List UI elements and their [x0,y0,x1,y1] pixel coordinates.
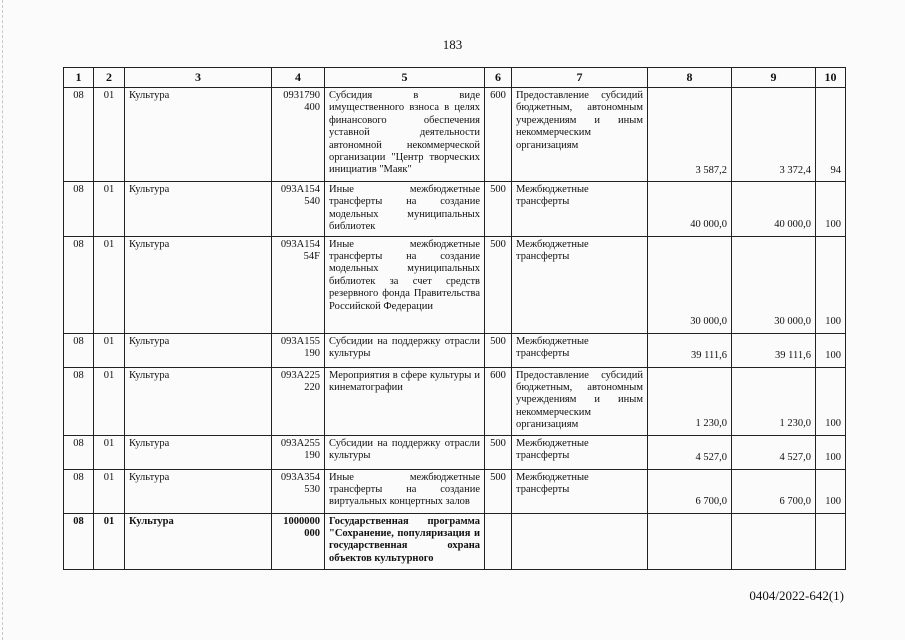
planned-amount-cell: 40 000,0 [648,182,732,237]
header-cell: 10 [816,68,846,88]
budget-table [63,67,846,570]
target-article-cell: 093A354 530 [272,469,325,513]
page-number: 183 [442,37,463,52]
expense-name-cell [512,513,648,569]
table-row [64,513,846,569]
target-article-cell: 0931790 400 [272,88,325,182]
table-row [64,367,846,435]
article-name-cell: Субсидия в виде имущественного взноса в целях финансового обеспечения уставной деятельности автономной некоммерческой организации "Центр творческих инициатив "Маяк" [325,88,485,182]
subsection-code-cell: 01 [94,435,125,469]
executed-amount-cell: 4 527,0 [732,435,816,469]
subsection-code-cell: 01 [94,182,125,237]
target-article-cell: 093A225 220 [272,367,325,435]
planned-amount-cell: 39 111,6 [648,333,732,367]
subsection-code-cell: 01 [94,236,125,333]
section-code-cell: 08 [64,182,94,237]
table-body [64,88,846,570]
expense-name-cell: Межбюджетные трансферты [512,435,648,469]
article-name-cell: Субсидии на поддержку отрасли культуры [325,435,485,469]
section-code-cell: 08 [64,236,94,333]
percent-cell: 100 [816,236,846,333]
subsection-code-cell: 01 [94,513,125,569]
section-name-cell: Культура [125,367,272,435]
header-cell: 2 [94,68,125,88]
section-code-cell: 08 [64,513,94,569]
table-row [64,88,846,182]
header-cell: 4 [272,68,325,88]
expense-type-cell: 600 [485,88,512,182]
document-code: 0404/2022-642(1) [749,588,844,603]
subsection-code-cell: 01 [94,367,125,435]
table-row [64,435,846,469]
article-name-cell: Субсидии на поддержку отрасли культуры [325,333,485,367]
article-name-cell: Иные межбюджетные трансферты на создание виртуальных концертных залов [325,469,485,513]
expense-name-cell: Межбюджетные трансферты [512,469,648,513]
executed-amount-cell: 40 000,0 [732,182,816,237]
executed-amount-cell: 39 111,6 [732,333,816,367]
planned-amount-cell [648,513,732,569]
section-name-cell: Культура [125,469,272,513]
header-row [64,68,846,88]
planned-amount-cell: 6 700,0 [648,469,732,513]
percent-cell [816,513,846,569]
planned-amount-cell: 1 230,0 [648,367,732,435]
expense-type-cell: 500 [485,236,512,333]
header-cell: 7 [512,68,648,88]
expense-type-cell: 500 [485,182,512,237]
target-article-cell: 093A154 540 [272,182,325,237]
expense-type-cell: 500 [485,469,512,513]
section-name-cell: Культура [125,333,272,367]
section-name-cell: Культура [125,236,272,333]
section-name-cell: Культура [125,182,272,237]
expense-name-cell: Межбюджетные трансферты [512,236,648,333]
subsection-code-cell: 01 [94,88,125,182]
executed-amount-cell: 1 230,0 [732,367,816,435]
percent-cell: 100 [816,435,846,469]
expense-type-cell [485,513,512,569]
article-name-cell: Мероприятия в сфере культуры и кинематографии [325,367,485,435]
header-cell: 9 [732,68,816,88]
table-row [64,236,846,333]
percent-cell: 100 [816,367,846,435]
article-name-cell: Иные межбюджетные трансферты на создание модельных муниципальных библиотек за счет средств резервного фонда Правительства Российской Федерации [325,236,485,333]
executed-amount-cell: 3 372,4 [732,88,816,182]
expense-name-cell: Межбюджетные трансферты [512,182,648,237]
section-code-cell: 08 [64,469,94,513]
scan-edge-mark [2,0,4,640]
section-code-cell: 08 [64,435,94,469]
table-row [64,469,846,513]
section-code-cell: 08 [64,333,94,367]
planned-amount-cell: 30 000,0 [648,236,732,333]
section-name-cell: Культура [125,88,272,182]
section-code-cell: 08 [64,367,94,435]
header-cell: 1 [64,68,94,88]
expense-type-cell: 600 [485,367,512,435]
table-row [64,182,846,237]
expense-type-cell: 500 [485,435,512,469]
subsection-code-cell: 01 [94,469,125,513]
section-code-cell: 08 [64,88,94,182]
executed-amount-cell: 30 000,0 [732,236,816,333]
section-name-cell: Культура [125,513,272,569]
percent-cell: 100 [816,469,846,513]
expense-type-cell: 500 [485,333,512,367]
target-article-cell: 093A155 190 [272,333,325,367]
section-name-cell: Культура [125,435,272,469]
expense-name-cell: Предоставление субсидий бюджетным, автономным учреждениям и иным некоммерческим организациям [512,367,648,435]
expense-name-cell: Предоставление субсидий бюджетным, автономным учреждениям и иным некоммерческим организациям [512,88,648,182]
executed-amount-cell: 6 700,0 [732,469,816,513]
planned-amount-cell: 3 587,2 [648,88,732,182]
article-name-cell: Государственная программа "Сохранение, популяризация и государственная охрана объектов культурного [325,513,485,569]
target-article-cell: 093A255 190 [272,435,325,469]
executed-amount-cell [732,513,816,569]
header-cell: 3 [125,68,272,88]
article-name-cell: Иные межбюджетные трансферты на создание модельных муниципальных библиотек [325,182,485,237]
expense-name-cell: Межбюджетные трансферты [512,333,648,367]
subsection-code-cell: 01 [94,333,125,367]
percent-cell: 94 [816,88,846,182]
planned-amount-cell: 4 527,0 [648,435,732,469]
percent-cell: 100 [816,333,846,367]
header-cell: 6 [485,68,512,88]
percent-cell: 100 [816,182,846,237]
target-article-cell: 1000000 000 [272,513,325,569]
header-cell: 8 [648,68,732,88]
header-cell: 5 [325,68,485,88]
target-article-cell: 093A154 54F [272,236,325,333]
table-row [64,333,846,367]
